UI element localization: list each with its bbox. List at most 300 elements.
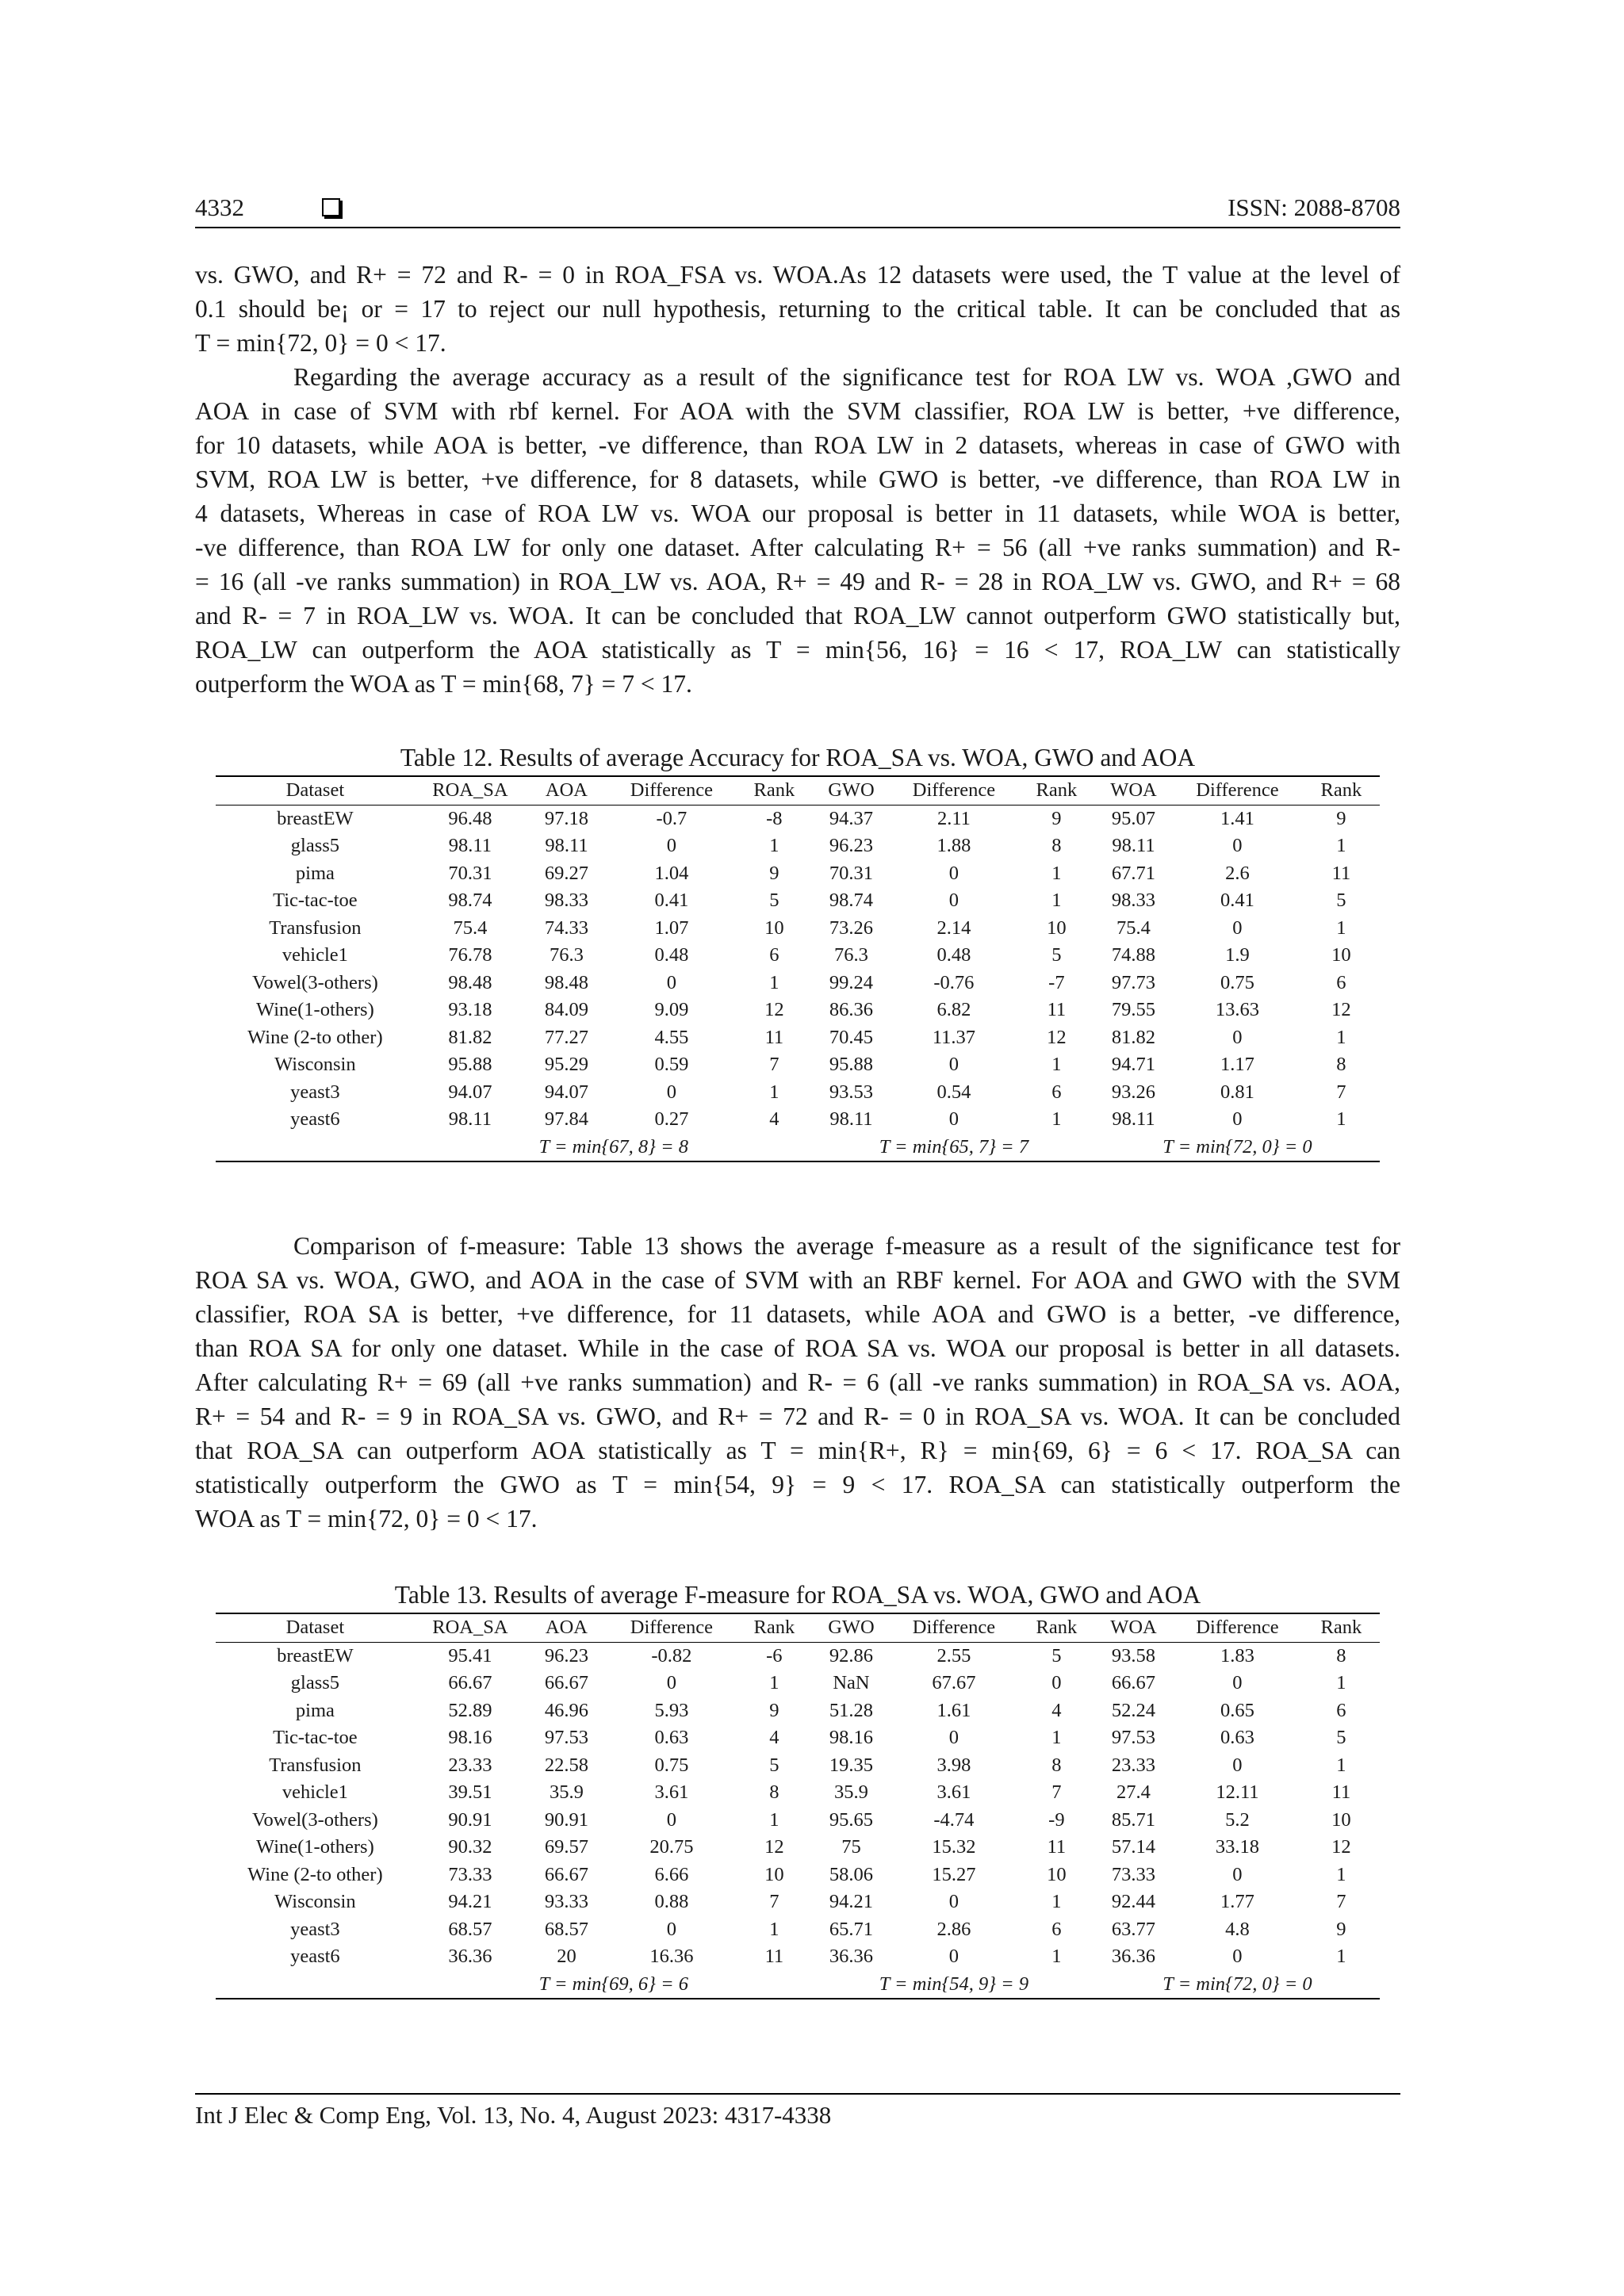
table-cell: 5 bbox=[769, 890, 779, 911]
table-cell: breastEW bbox=[277, 807, 354, 829]
table-cell: pima bbox=[295, 1699, 335, 1721]
table-cell: 5 bbox=[1336, 890, 1346, 911]
table-cell: 0 bbox=[1232, 1026, 1243, 1048]
table-cell: 97.73 bbox=[1111, 971, 1156, 993]
table-cell: 0 bbox=[948, 1946, 959, 1967]
table-cell: 0 bbox=[666, 1672, 677, 1693]
table-cell: 0.41 bbox=[654, 890, 689, 911]
table-cell: 2.86 bbox=[936, 1918, 971, 1940]
table-cell: 1 bbox=[769, 1672, 779, 1693]
table-cell: 6 bbox=[1051, 1918, 1062, 1940]
table-cell: 20 bbox=[557, 1946, 576, 1967]
table-cell: 5.93 bbox=[654, 1699, 689, 1721]
table-row bbox=[216, 1888, 1380, 1916]
table-cell: 0 bbox=[1232, 1863, 1243, 1885]
table-cell: 1.83 bbox=[1220, 1644, 1254, 1667]
table-cell: 74.33 bbox=[544, 916, 589, 939]
page-header bbox=[195, 193, 1400, 228]
table-cell: 97.53 bbox=[1111, 1727, 1156, 1748]
table-cell: 1 bbox=[1051, 1946, 1062, 1967]
table-cell: 6 bbox=[1051, 1081, 1062, 1103]
table-cell: 93.26 bbox=[1111, 1081, 1156, 1103]
table-cell: 0 bbox=[1232, 1108, 1243, 1130]
table-cell: 97.18 bbox=[544, 807, 589, 829]
table-cell: 0 bbox=[948, 862, 959, 884]
page-number: 4332 bbox=[195, 193, 244, 221]
table-cell: 1 bbox=[1336, 1946, 1346, 1967]
table-row bbox=[216, 1752, 1380, 1780]
table-cell: 98.74 bbox=[448, 890, 492, 911]
table-cell: 0.65 bbox=[1220, 1699, 1254, 1721]
table-cell: breastEW bbox=[277, 1644, 354, 1667]
table-cell: 1 bbox=[1051, 862, 1062, 884]
table-cell: 0 bbox=[1232, 1946, 1243, 1967]
test-statistic: T = min{72, 0} = 0 bbox=[1095, 1134, 1380, 1162]
table-cell: 68.57 bbox=[448, 1918, 492, 1940]
table-cell: 0 bbox=[1232, 835, 1243, 856]
table-row bbox=[216, 1697, 1380, 1725]
text-line: classifier, ROA SA is better, +ve difference, for 11 datasets, while AOA and GWO is a better, -ve difference, bbox=[195, 1300, 1400, 1328]
table-cell: 0 bbox=[666, 1081, 677, 1103]
table-cell: 11.37 bbox=[932, 1026, 976, 1048]
table-cell: 5 bbox=[769, 1754, 779, 1776]
table-cell: 12.11 bbox=[1216, 1781, 1259, 1803]
table-cell: 1 bbox=[1336, 835, 1346, 856]
table-cell: 52.24 bbox=[1111, 1699, 1156, 1721]
table-cell: 76.3 bbox=[834, 944, 868, 966]
text-line: 4 datasets, Whereas in case of ROA LW vs. WOA our proposal is better in 11 datasets, while WOA is better, bbox=[195, 499, 1400, 527]
table-cell: Wine(1-others) bbox=[256, 999, 374, 1020]
table-cell: 8 bbox=[1051, 835, 1062, 856]
table-cell: Transfusion bbox=[269, 916, 362, 939]
table-cell: 75 bbox=[841, 1836, 861, 1858]
table-cell: 1.9 bbox=[1225, 944, 1250, 966]
table-cell: 0.48 bbox=[936, 944, 971, 966]
text-line: WOA as T = min{72, 0} = 0 < 17. bbox=[195, 1505, 538, 1533]
table-cell: 46.96 bbox=[544, 1699, 589, 1721]
table-cell: 1 bbox=[1051, 1891, 1062, 1912]
table-cell: -6 bbox=[766, 1644, 783, 1667]
table-cell: 67.67 bbox=[932, 1672, 976, 1693]
table-cell: 39.51 bbox=[448, 1781, 492, 1803]
table-cell: 36.36 bbox=[448, 1946, 492, 1967]
column-header: GWO bbox=[813, 1613, 890, 1642]
table-cell: 12 bbox=[764, 999, 784, 1020]
table-cell: 0.27 bbox=[654, 1108, 689, 1130]
table-cell: 52.89 bbox=[448, 1699, 492, 1721]
table-row bbox=[216, 1051, 1380, 1079]
column-header: Rank bbox=[736, 1613, 813, 1642]
table-cell: Wisconsin bbox=[274, 1891, 356, 1912]
table-row bbox=[216, 1862, 1380, 1889]
column-header: Dataset bbox=[216, 776, 415, 805]
table-cell: 77.27 bbox=[544, 1026, 589, 1048]
text-line: = 16 (all -ve ranks summation) in ROA_LW vs. AOA, R+ = 49 and R- = 28 in ROA_LW vs. GWO, and R+ = 68 bbox=[195, 568, 1400, 595]
table-cell: 1.61 bbox=[936, 1699, 971, 1721]
test-statistic-row bbox=[216, 1134, 1380, 1162]
table-cell: 94.07 bbox=[544, 1081, 589, 1103]
table-cell: -9 bbox=[1048, 1808, 1065, 1831]
column-header: Rank bbox=[1018, 1613, 1095, 1642]
table-cell: 10 bbox=[764, 916, 784, 939]
table-cell: 0.41 bbox=[1220, 890, 1254, 911]
table-cell: -0.82 bbox=[651, 1644, 692, 1667]
table-cell: -8 bbox=[766, 807, 783, 829]
page-footer bbox=[195, 2093, 1400, 2130]
empty-cell bbox=[216, 1134, 415, 1162]
table-cell: 3.61 bbox=[654, 1781, 689, 1803]
table-cell: 0 bbox=[666, 1918, 677, 1940]
table-13-caption: Table 13. Results of average F-measure for ROA_SA vs. WOA, GWO and AOA bbox=[394, 1581, 1201, 1609]
table-row bbox=[216, 1916, 1380, 1944]
column-header: Difference bbox=[890, 1613, 1018, 1642]
test-statistic: T = min{69, 6} = 6 bbox=[415, 1971, 813, 1999]
table-cell: 66.67 bbox=[544, 1863, 589, 1885]
table-cell: 0 bbox=[948, 1891, 959, 1912]
table-cell: glass5 bbox=[290, 1672, 340, 1693]
table-cell: 98.11 bbox=[1112, 835, 1155, 856]
table-cell: 9 bbox=[769, 862, 779, 884]
footer-citation: Int J Elec & Comp Eng, Vol. 13, No. 4, August 2023: 4317-4338 bbox=[195, 2101, 832, 2129]
table-cell: 8 bbox=[1051, 1754, 1062, 1776]
text-line: for 10 datasets, while AOA is better, -ve difference, than ROA LW in 2 datasets, whereas in case of GWO with bbox=[195, 431, 1400, 459]
table-cell: 1 bbox=[1336, 1108, 1346, 1130]
table-cell: 79.55 bbox=[1111, 999, 1156, 1020]
table-cell: 9 bbox=[1336, 1918, 1346, 1940]
table-cell: glass5 bbox=[290, 835, 340, 856]
table-cell: 11 bbox=[1331, 1781, 1351, 1803]
table-cell: 2.11 bbox=[936, 807, 971, 829]
column-header: ROA_SA bbox=[415, 776, 526, 805]
table-cell: 6 bbox=[1336, 971, 1346, 993]
text-line: outperform the WOA as T = min{68, 7} = 7 < 17. bbox=[195, 670, 692, 698]
table-cell: 93.18 bbox=[448, 999, 492, 1020]
table-cell: 9 bbox=[1336, 807, 1346, 829]
table-row bbox=[216, 1779, 1380, 1807]
table-cell: 23.33 bbox=[1111, 1754, 1156, 1776]
column-header: Rank bbox=[1303, 1613, 1380, 1642]
table-cell: 0 bbox=[1232, 916, 1243, 939]
table-cell: 22.58 bbox=[544, 1754, 589, 1776]
table-cell: 7 bbox=[1336, 1891, 1346, 1912]
paragraph-continuation bbox=[195, 258, 1400, 360]
table-cell: 10 bbox=[1047, 1863, 1067, 1885]
table-cell: 20.75 bbox=[649, 1836, 694, 1858]
table-cell: 98.11 bbox=[829, 1108, 873, 1130]
paragraph-roa-lw bbox=[195, 360, 1400, 701]
table-cell: 84.09 bbox=[544, 999, 589, 1020]
table-cell: 94.21 bbox=[448, 1891, 492, 1912]
table-cell: 99.24 bbox=[829, 971, 874, 993]
table-cell: 15.27 bbox=[932, 1863, 976, 1885]
table-12-caption: Table 12. Results of average Accuracy for ROA_SA vs. WOA, GWO and AOA bbox=[400, 744, 1196, 771]
table-cell: 96.23 bbox=[829, 835, 874, 856]
table-cell: 0.81 bbox=[1220, 1081, 1254, 1103]
table-cell: 67.71 bbox=[1111, 862, 1156, 884]
table-row bbox=[216, 942, 1380, 970]
text-line: R+ = 54 and R- = 9 in ROA_SA vs. GWO, and R+ = 72 and R- = 0 in ROA_SA vs. WOA. It can be concluded bbox=[195, 1402, 1400, 1430]
table-cell: 0.88 bbox=[654, 1891, 689, 1912]
table-cell: yeast6 bbox=[290, 1108, 340, 1130]
table-cell: 70.45 bbox=[829, 1026, 874, 1048]
table-cell: 57.14 bbox=[1111, 1836, 1156, 1858]
table-cell: 75.4 bbox=[1116, 916, 1151, 939]
table-cell: 95.07 bbox=[1111, 807, 1156, 829]
table-cell: 15.32 bbox=[932, 1836, 976, 1858]
table-row bbox=[216, 915, 1380, 943]
text-line: 0.1 should be¡ or = 17 to reject our null hypothesis, returning to the critical table. It can be concluded that as bbox=[195, 295, 1400, 323]
table-cell: 4.55 bbox=[654, 1026, 689, 1048]
table-cell: 63.77 bbox=[1111, 1918, 1156, 1940]
table-cell: 0.54 bbox=[936, 1081, 971, 1103]
text-line: and R- = 7 in ROA_LW vs. WOA. It can be concluded that ROA_LW cannot outperform GWO statistically but, bbox=[195, 602, 1400, 629]
table-cell: 1.07 bbox=[654, 916, 689, 939]
table-cell: 12 bbox=[1331, 1836, 1351, 1858]
table-cell: 1 bbox=[769, 1808, 779, 1831]
table-12 bbox=[216, 775, 1380, 1162]
table-cell: 0 bbox=[948, 1054, 959, 1075]
table-cell: Tic-tac-toe bbox=[273, 890, 358, 911]
table-cell: 12 bbox=[764, 1836, 784, 1858]
text-line: -ve difference, than ROA LW for only one dataset. After calculating R+ = 56 (all +ve ranks summation) and R- bbox=[195, 534, 1400, 561]
table-cell: 98.11 bbox=[448, 1108, 492, 1130]
table-cell: 75.4 bbox=[453, 916, 488, 939]
text-line: Comparison of f-measure: Table 13 shows the average f-measure as a result of the significance test for bbox=[293, 1232, 1400, 1260]
table-cell: 73.33 bbox=[1111, 1863, 1156, 1885]
table-row bbox=[216, 1834, 1380, 1862]
test-statistic-row bbox=[216, 1971, 1380, 1999]
table-cell: 12 bbox=[1331, 999, 1351, 1020]
table-cell: 0 bbox=[666, 1808, 677, 1831]
table-cell: 9 bbox=[1051, 807, 1062, 829]
table-cell: Wine(1-others) bbox=[256, 1836, 374, 1858]
table-cell: 5 bbox=[1336, 1727, 1346, 1748]
text-line: T = min{72, 0} = 0 < 17. bbox=[195, 329, 446, 357]
table-cell: 90.32 bbox=[448, 1836, 492, 1858]
table-cell: 98.48 bbox=[544, 971, 589, 993]
table-cell: 4 bbox=[1051, 1699, 1062, 1721]
table-cell: vehicle1 bbox=[282, 944, 348, 966]
table-cell: 68.57 bbox=[544, 1918, 589, 1940]
text-line: After calculating R+ = 69 (all +ve ranks summation) and R- = 6 (all -ve ranks summation) in ROA_SA vs. AOA, bbox=[195, 1368, 1400, 1396]
table-cell: 2.55 bbox=[936, 1644, 971, 1667]
table-cell: 74.88 bbox=[1111, 944, 1156, 966]
paragraph-f-measure bbox=[195, 1229, 1400, 1536]
table-cell: 0 bbox=[666, 835, 677, 856]
column-header: Difference bbox=[607, 1613, 736, 1642]
table-cell: 10 bbox=[1331, 1808, 1351, 1831]
table-cell: 96.48 bbox=[448, 807, 492, 829]
table-row bbox=[216, 1724, 1380, 1752]
table-cell: 13.63 bbox=[1215, 999, 1259, 1020]
table-cell: 70.31 bbox=[829, 862, 874, 884]
table-cell: 1 bbox=[769, 1918, 779, 1940]
table-cell: 1.88 bbox=[936, 835, 971, 856]
table-cell: 0 bbox=[666, 971, 677, 993]
table-cell: 8 bbox=[1336, 1644, 1346, 1667]
table-cell: 1 bbox=[1051, 890, 1062, 911]
table-cell: 93.33 bbox=[544, 1891, 589, 1912]
column-header: AOA bbox=[526, 1613, 607, 1642]
table-cell: 98.11 bbox=[545, 835, 588, 856]
table-cell: 5.2 bbox=[1225, 1808, 1250, 1831]
test-statistic: T = min{67, 8} = 8 bbox=[415, 1134, 813, 1162]
table-cell: 4 bbox=[769, 1108, 779, 1130]
table-cell: 1 bbox=[1051, 1054, 1062, 1075]
table-cell: 7 bbox=[769, 1054, 779, 1075]
table-cell: vehicle1 bbox=[282, 1781, 348, 1803]
table-cell: 1 bbox=[1051, 1727, 1062, 1748]
column-header: Dataset bbox=[216, 1613, 415, 1642]
table-row bbox=[216, 1024, 1380, 1052]
table-cell: 81.82 bbox=[448, 1026, 492, 1048]
table-cell: 27.4 bbox=[1116, 1781, 1151, 1803]
table-cell: 3.98 bbox=[936, 1754, 971, 1776]
table-cell: 6.82 bbox=[936, 999, 971, 1020]
table-cell: 81.82 bbox=[1111, 1026, 1156, 1048]
table-cell: 94.71 bbox=[1111, 1054, 1156, 1075]
table-row bbox=[216, 887, 1380, 915]
text-line: vs. GWO, and R+ = 72 and R- = 0 in ROA_FSA vs. WOA.As 12 datasets were used, the T value at the level of bbox=[195, 261, 1400, 289]
table-cell: 2.14 bbox=[936, 916, 971, 939]
table-cell: -4.74 bbox=[933, 1808, 975, 1831]
table-cell: 8 bbox=[769, 1781, 779, 1803]
table-cell: 36.36 bbox=[1111, 1946, 1156, 1967]
table-cell: 58.06 bbox=[829, 1863, 874, 1885]
text-line: ROA SA vs. WOA, GWO, and AOA in the case of SVM with an RBF kernel. For AOA and GWO with the SVM bbox=[195, 1266, 1400, 1294]
table-cell: 95.65 bbox=[829, 1808, 874, 1831]
table-cell: yeast3 bbox=[290, 1918, 340, 1940]
column-header: AOA bbox=[526, 776, 607, 805]
table-row bbox=[216, 1943, 1380, 1971]
empty-cell bbox=[216, 1971, 415, 1999]
table-cell: 98.33 bbox=[1111, 890, 1156, 911]
table-cell: 70.31 bbox=[448, 862, 492, 884]
text-line: Regarding the average accuracy as a result of the significance test for ROA LW vs. WOA ,GWO and bbox=[293, 363, 1400, 391]
table-cell: 96.23 bbox=[544, 1644, 589, 1667]
table-cell: 1.17 bbox=[1220, 1054, 1254, 1075]
table-cell: 76.78 bbox=[448, 944, 492, 966]
table-cell: 5 bbox=[1051, 944, 1062, 966]
column-header: Difference bbox=[607, 776, 736, 805]
table-cell: 94.21 bbox=[829, 1891, 874, 1912]
table-cell: 4 bbox=[769, 1727, 779, 1748]
table-13 bbox=[216, 1613, 1380, 1999]
table-cell: Vowel(3-others) bbox=[252, 1808, 378, 1831]
table-cell: 3.61 bbox=[936, 1781, 971, 1803]
table-cell: 76.3 bbox=[550, 944, 584, 966]
table-cell: yeast6 bbox=[290, 1946, 340, 1967]
table-cell: 2.6 bbox=[1225, 862, 1250, 884]
table-cell: 5 bbox=[1051, 1644, 1062, 1667]
table-row bbox=[216, 1807, 1380, 1835]
table-cell: 98.16 bbox=[448, 1727, 492, 1748]
column-header: Rank bbox=[1018, 776, 1095, 805]
table-cell: 10 bbox=[1047, 916, 1067, 939]
table-row bbox=[216, 860, 1380, 888]
journal-box-icon bbox=[322, 198, 340, 216]
table-cell: 6.66 bbox=[654, 1863, 689, 1885]
table-cell: Transfusion bbox=[269, 1754, 362, 1776]
column-header: ROA_SA bbox=[415, 1613, 526, 1642]
table-cell: 95.41 bbox=[448, 1644, 492, 1667]
table-cell: 0.63 bbox=[654, 1727, 689, 1748]
table-cell: 0.63 bbox=[1220, 1727, 1254, 1748]
table-cell: 16.36 bbox=[649, 1946, 694, 1967]
table-cell: 93.58 bbox=[1111, 1644, 1156, 1667]
column-header: Difference bbox=[1172, 1613, 1303, 1642]
text-line: SVM, ROA LW is better, +ve difference, for 8 datasets, while GWO is better, -ve difference, than ROA LW in bbox=[195, 465, 1400, 493]
table-cell: 11 bbox=[1047, 1836, 1067, 1858]
table-cell: 36.36 bbox=[829, 1946, 874, 1967]
column-header: WOA bbox=[1095, 776, 1172, 805]
table-cell: 0 bbox=[948, 890, 959, 911]
table-cell: 4.8 bbox=[1225, 1918, 1250, 1940]
table-cell: 90.91 bbox=[448, 1808, 492, 1831]
table-cell: 10 bbox=[764, 1863, 784, 1885]
table-cell: 51.28 bbox=[829, 1699, 874, 1721]
table-cell: 93.53 bbox=[829, 1081, 874, 1103]
column-header: WOA bbox=[1095, 1613, 1172, 1642]
table-cell: 98.74 bbox=[829, 890, 874, 911]
table-cell: 95.29 bbox=[544, 1054, 589, 1075]
test-statistic: T = min{65, 7} = 7 bbox=[813, 1134, 1095, 1162]
table-cell: 95.88 bbox=[829, 1054, 874, 1075]
text-line: statistically outperform the GWO as T = min{54, 9} = 9 < 17. ROA_SA can statistically outperform the bbox=[195, 1471, 1400, 1498]
table-cell: 0.75 bbox=[1220, 971, 1254, 993]
table-cell: 8 bbox=[1336, 1054, 1346, 1075]
table-cell: yeast3 bbox=[290, 1081, 340, 1103]
table-cell: Wine (2-to other) bbox=[247, 1863, 383, 1885]
table-cell: pima bbox=[295, 862, 335, 884]
table-cell: 35.9 bbox=[834, 1781, 868, 1803]
table-cell: 0 bbox=[1232, 1672, 1243, 1693]
table-cell: 86.36 bbox=[829, 999, 874, 1020]
table-row bbox=[216, 970, 1380, 997]
table-cell: 19.35 bbox=[829, 1754, 874, 1776]
column-header: GWO bbox=[813, 776, 890, 805]
table-cell: 0 bbox=[948, 1108, 959, 1130]
table-cell: 98.48 bbox=[448, 971, 492, 993]
column-header: Rank bbox=[1303, 776, 1380, 805]
table-cell: 10 bbox=[1331, 944, 1351, 966]
column-header: Difference bbox=[890, 776, 1018, 805]
table-cell: -0.76 bbox=[933, 971, 975, 993]
table-cell: 7 bbox=[1051, 1781, 1062, 1803]
table-cell: 1.77 bbox=[1220, 1891, 1254, 1912]
table-cell: 65.71 bbox=[829, 1918, 874, 1940]
text-line: that ROA_SA can outperform AOA statistically as T = min{R+, R} = min{69, 6} = 6 < 17. ROA_SA can bbox=[195, 1437, 1400, 1464]
table-cell: Tic-tac-toe bbox=[273, 1727, 358, 1748]
table-row bbox=[216, 1642, 1380, 1670]
table-cell: 69.27 bbox=[544, 862, 589, 884]
table-cell: 73.26 bbox=[829, 916, 874, 939]
table-cell: 1.41 bbox=[1220, 807, 1254, 829]
table-cell: 66.67 bbox=[448, 1672, 492, 1693]
column-header: Rank bbox=[736, 776, 813, 805]
table-cell: 0 bbox=[948, 1727, 959, 1748]
table-row bbox=[216, 1079, 1380, 1107]
table-cell: 90.91 bbox=[544, 1808, 589, 1831]
table-cell: 66.67 bbox=[1111, 1672, 1156, 1693]
table-cell: 1 bbox=[769, 835, 779, 856]
table-cell: 23.33 bbox=[448, 1754, 492, 1776]
table-row bbox=[216, 1106, 1380, 1134]
table-row bbox=[216, 805, 1380, 832]
table-cell: 11 bbox=[1331, 862, 1351, 884]
table-cell: -0.7 bbox=[656, 807, 688, 829]
table-cell: 97.84 bbox=[544, 1108, 589, 1130]
